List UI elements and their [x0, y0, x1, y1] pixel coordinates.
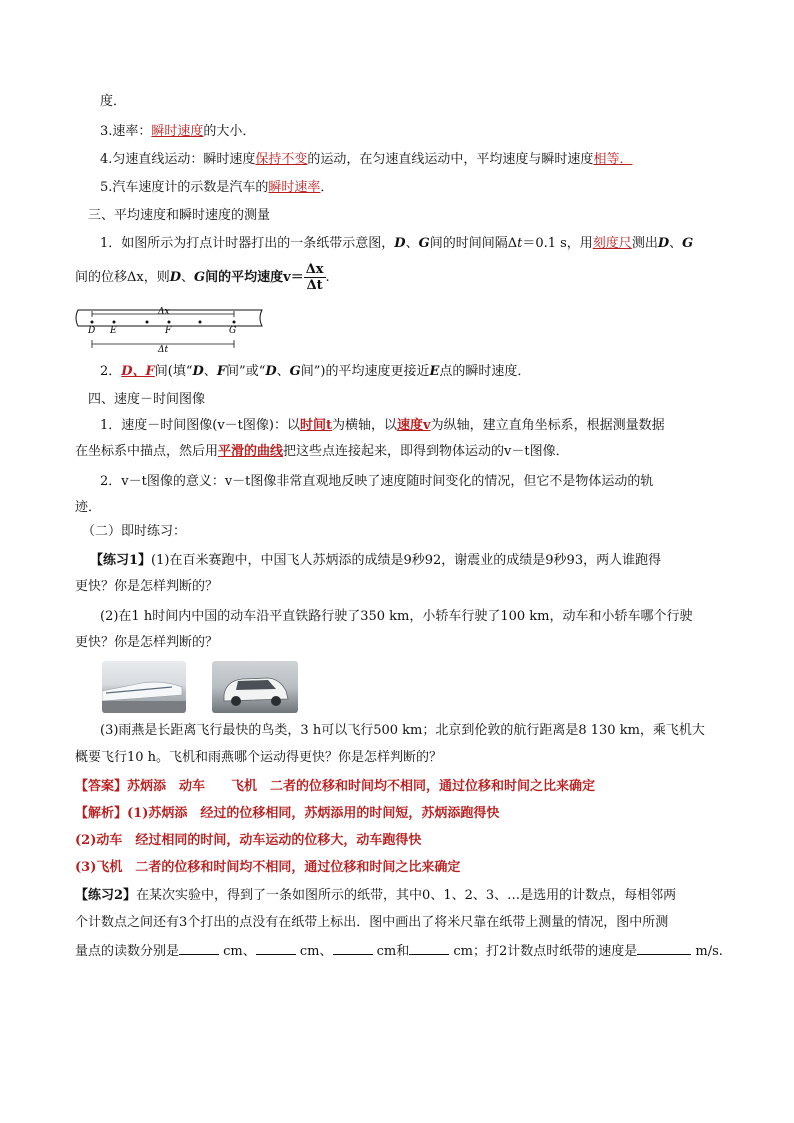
tape-dot	[91, 321, 94, 324]
paragraph: 在坐标系中描点，然后用平滑的曲线把这些点连接起来，即得到物体运动的v－t图像．	[75, 444, 569, 459]
analysis-line: (2)动车 经过相同的时间，动车运动的位移大，动车跑得快	[75, 833, 422, 848]
exercise-1-question: 【练习1】(1)在百米赛跑中，中国飞人苏炳添的成绩是9秒92，谢震业的成绩是9秒93，两人谁跑得	[90, 553, 662, 568]
exercise-2-question: 【练习2】在某次实验中，得到了一条如图所示的纸带，其中0、1、2、3、…是选用的计数点，每相邻两	[75, 888, 677, 903]
section-heading: 四、速度－时间图像	[88, 392, 206, 407]
tape-dot	[199, 321, 202, 324]
delta-t-label: Δt	[158, 345, 169, 354]
exercise-1-question: 更快？你是怎样判断的？	[75, 579, 219, 594]
answer-blank[interactable]	[256, 942, 296, 955]
analysis-line: 【解析】(1)苏炳添 经过的位移相同，苏炳添用的时间短，苏炳添跑得快	[75, 806, 500, 821]
exercise-1-question: 概要飞行10 h。飞机和雨燕哪个运动得更快？你是怎样判断的？	[75, 750, 443, 765]
exercise-2-question: 个计数点之间还有3个打出的点没有在纸带上标出．图中画出了将米尺靠在纸带上测量的情况，图中所测	[75, 915, 669, 930]
exercise-1-question: (2)在1 h时间内中国的动车沿平直铁路行驶了350 km，小轿车行驶了100 km，动车和小轿车哪个行驶	[100, 609, 693, 624]
key-term: D、F	[121, 364, 155, 379]
point-label-f: F	[165, 326, 172, 336]
answer-blank[interactable]	[179, 942, 219, 955]
paragraph: 间的位移Δx，则D、G间的平均速度v＝ $\frac{\Delta x}{\Delta t}$ .	[75, 262, 330, 293]
key-term: 相等．	[593, 152, 633, 167]
item-3: 3.速率：瞬时速度的大小．	[100, 124, 256, 139]
answer-blank[interactable]	[637, 942, 691, 955]
tape-dot	[233, 321, 236, 324]
paragraph: 迹．	[75, 500, 102, 515]
section-heading: 三、平均速度和瞬时速度的测量	[88, 208, 271, 223]
key-term: 速度v	[397, 418, 431, 433]
point-label-d: D	[88, 326, 96, 336]
answer-line: 【答案】苏炳添 动车 飞机 二者的位移和时间均不相同，通过位移和时间之比来确定	[75, 779, 596, 794]
item-4: 4.匀速直线运动：瞬时速度保持不变的运动，在匀速直线运动中，平均速度与瞬时速度相等．	[100, 152, 633, 167]
key-term: 瞬时速率	[268, 180, 321, 195]
practice-heading: （二）即时练习：	[82, 524, 187, 539]
tape-dot	[146, 321, 149, 324]
key-term: 平滑的曲线	[218, 444, 284, 459]
answer-blank[interactable]	[333, 942, 373, 955]
exercise-tag: 【练习2】	[75, 888, 137, 903]
answer-tag: 【答案】	[75, 779, 128, 794]
paper-tape-diagram	[72, 302, 266, 354]
point-label-g: G	[229, 326, 237, 336]
key-term: 时间t	[299, 418, 332, 433]
exercise-2-question: 量点的读数分别是 cm、 cm、 cm和 cm；打2计数点时纸带的速度是 m/s.	[75, 944, 723, 959]
fraction: $\frac{\Delta x}{\Delta t}$	[305, 262, 324, 293]
exercise-tag: 【练习1】	[90, 553, 152, 568]
exercise-1-question: (3)雨燕是长距离飞行最快的鸟类，3 h可以飞行500 km；北京到伦敦的航行距离是8 130 km，乘飞机大	[100, 723, 705, 738]
key-term: 刻度尺	[592, 236, 632, 251]
analysis-line: (3)飞机 二者的位移和时间均不相同，通过位移和时间之比来确定	[75, 860, 461, 875]
paragraph: 2．D、F间(填“D、F间”或“D、G间”)的平均速度更接近E点的瞬时速度．	[100, 364, 531, 379]
paragraph: 2．v－t图像的意义：v－t图像非常直观地反映了速度随时间变化的情况，但它不是物体运动的轨	[100, 474, 654, 489]
text-fragment: 度．	[100, 94, 127, 109]
tape-dot	[168, 321, 171, 324]
key-term: 保持不变	[255, 152, 308, 167]
car-image	[212, 661, 298, 713]
paragraph: 1．速度－时间图像(v－t图像)：以时间t为横轴，以速度v为纵轴，建立直角坐标系，根据测量数据	[100, 418, 665, 433]
key-term: 瞬时速度	[151, 124, 204, 139]
exercise-1-question: 更快？你是怎样判断的？	[75, 635, 219, 650]
delta-x-label: Δx	[158, 307, 170, 317]
point-label-e: E	[110, 326, 117, 336]
tape-dot	[113, 321, 116, 324]
analysis-tag: 【解析】	[75, 806, 128, 821]
answer-blank[interactable]	[409, 942, 449, 955]
bullet-train-image	[102, 661, 186, 713]
item-5: 5.汽车速度计的示数是汽车的瞬时速率．	[100, 180, 334, 195]
paragraph: 1．如图所示为打点计时器打出的一条纸带示意图，D、G间的时间间隔Δt＝0.1 s，用刻度尺测出D、G	[100, 236, 694, 251]
